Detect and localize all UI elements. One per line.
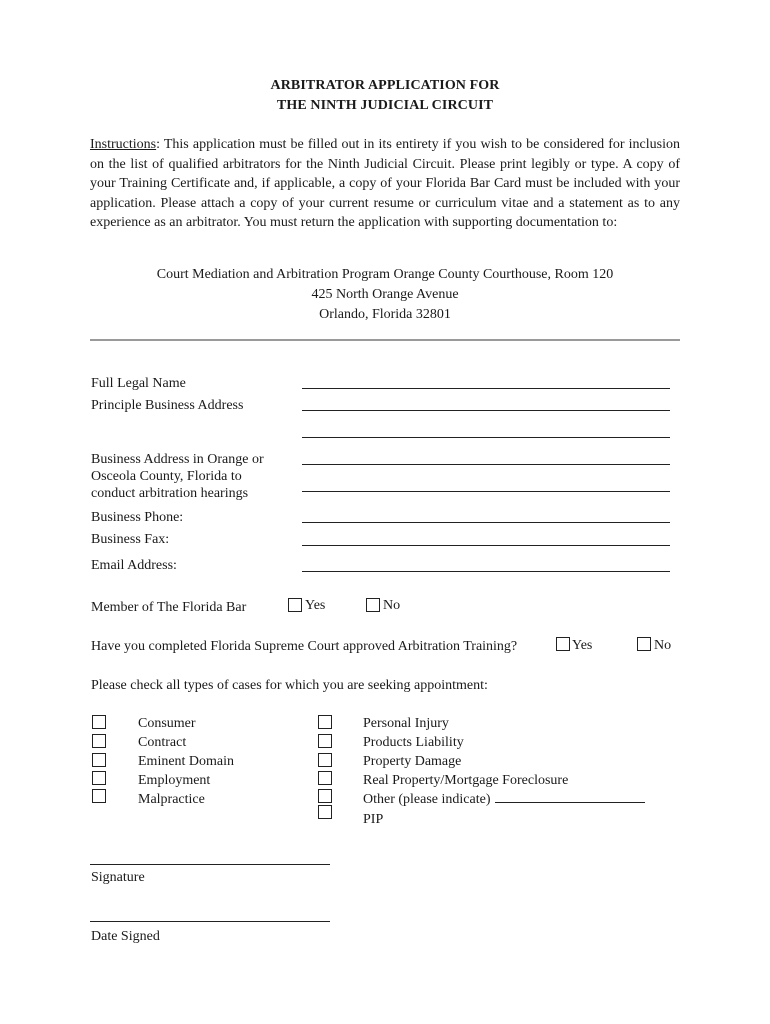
case-personal-injury-label: Personal Injury xyxy=(363,716,449,731)
business-phone-label: Business Phone: xyxy=(91,510,184,525)
training-yes-label: Yes xyxy=(572,638,593,653)
case-real-property-checkbox[interactable] xyxy=(318,771,332,785)
case-property-damage-checkbox[interactable] xyxy=(318,753,332,767)
case-employment-checkbox[interactable] xyxy=(92,771,106,785)
case-malpractice-checkbox[interactable] xyxy=(92,789,106,803)
case-products-liability-checkbox[interactable] xyxy=(318,734,332,748)
form-title-line-1: ARBITRATOR APPLICATION FOR xyxy=(270,78,500,93)
case-other-field[interactable] xyxy=(495,790,645,803)
business-address-label-1: Business Address in Orange or xyxy=(91,452,264,467)
case-employment-label: Employment xyxy=(138,773,211,788)
business-fax-label: Business Fax: xyxy=(91,532,170,547)
principle-address-label: Principle Business Address xyxy=(91,398,244,413)
training-question-label: Have you completed Florida Supreme Court approved Arbitration Training? xyxy=(91,639,518,654)
florida-bar-no-checkbox[interactable] xyxy=(366,598,380,612)
business-phone-field[interactable] xyxy=(302,522,670,523)
business-address-field-2[interactable] xyxy=(302,491,670,492)
business-address-field-1[interactable] xyxy=(302,464,670,465)
email-address-label: Email Address: xyxy=(91,558,177,573)
principle-address-field-1[interactable] xyxy=(302,410,670,411)
case-other-row xyxy=(363,790,645,809)
case-other-label: Other (please indicate) xyxy=(363,792,491,807)
case-eminent-domain-label: Eminent Domain xyxy=(138,754,235,769)
case-contract-label: Contract xyxy=(138,735,187,750)
business-address-label-3: conduct arbitration hearings xyxy=(91,486,249,501)
signature-field[interactable] xyxy=(90,864,330,865)
florida-bar-yes-label: Yes xyxy=(305,598,326,613)
address-line-2: 425 North Orange Avenue xyxy=(311,287,459,302)
training-no-label: No xyxy=(654,638,672,653)
florida-bar-label: Member of The Florida Bar xyxy=(91,600,247,615)
case-contract-checkbox[interactable] xyxy=(92,734,106,748)
case-pip-checkbox[interactable] xyxy=(318,805,332,819)
date-signed-label: Date Signed xyxy=(91,929,160,944)
case-consumer-checkbox[interactable] xyxy=(92,715,106,729)
business-address-label-2: Osceola County, Florida to xyxy=(91,469,242,484)
address-line-3: Orlando, Florida 32801 xyxy=(319,307,451,322)
full-name-label: Full Legal Name xyxy=(91,376,186,391)
case-consumer-label: Consumer xyxy=(138,716,196,731)
florida-bar-no-label: No xyxy=(383,598,401,613)
case-eminent-domain-checkbox[interactable] xyxy=(92,753,106,767)
date-signed-field[interactable] xyxy=(90,921,330,922)
principle-address-field-2[interactable] xyxy=(302,437,670,438)
instructions-paragraph xyxy=(90,135,680,233)
instructions-label: Instructions xyxy=(90,137,157,152)
full-name-field[interactable] xyxy=(302,388,670,389)
case-types-prompt: Please check all types of cases for which you are seeking appointment: xyxy=(91,678,488,693)
florida-bar-yes-checkbox[interactable] xyxy=(288,598,302,612)
business-fax-field[interactable] xyxy=(302,545,670,546)
case-other-checkbox[interactable] xyxy=(318,789,332,803)
email-address-field[interactable] xyxy=(302,571,670,572)
case-products-liability-label: Products Liability xyxy=(363,735,464,750)
training-no-checkbox[interactable] xyxy=(637,637,651,651)
address-line-1: Court Mediation and Arbitration Program Orange County Courthouse, Room 120 xyxy=(156,267,614,282)
signature-label: Signature xyxy=(91,870,145,885)
case-property-damage-label: Property Damage xyxy=(363,754,462,769)
form-title-line-2: THE NINTH JUDICIAL CIRCUIT xyxy=(276,98,494,113)
case-malpractice-label: Malpractice xyxy=(138,792,205,807)
case-personal-injury-checkbox[interactable] xyxy=(318,715,332,729)
instructions-text: : This application must be filled out in its entirety if you wish to be considered for inclusion on the list of qualified arbitrators for the Ninth Judicial Circuit. Please print legibly or type. A copy of your Training Certificate and, if applicable, a copy of your Florida Bar Card must be included with your application. Please attach a copy of your current resume or curriculum vitae and a statement as to any experience as an arbitrator. You must return the application with supporting documentation to: xyxy=(90,137,680,230)
training-yes-checkbox[interactable] xyxy=(556,637,570,651)
case-pip-label: PIP xyxy=(363,812,384,827)
case-real-property-label: Real Property/Mortgage Foreclosure xyxy=(363,773,569,788)
section-divider xyxy=(90,339,680,341)
